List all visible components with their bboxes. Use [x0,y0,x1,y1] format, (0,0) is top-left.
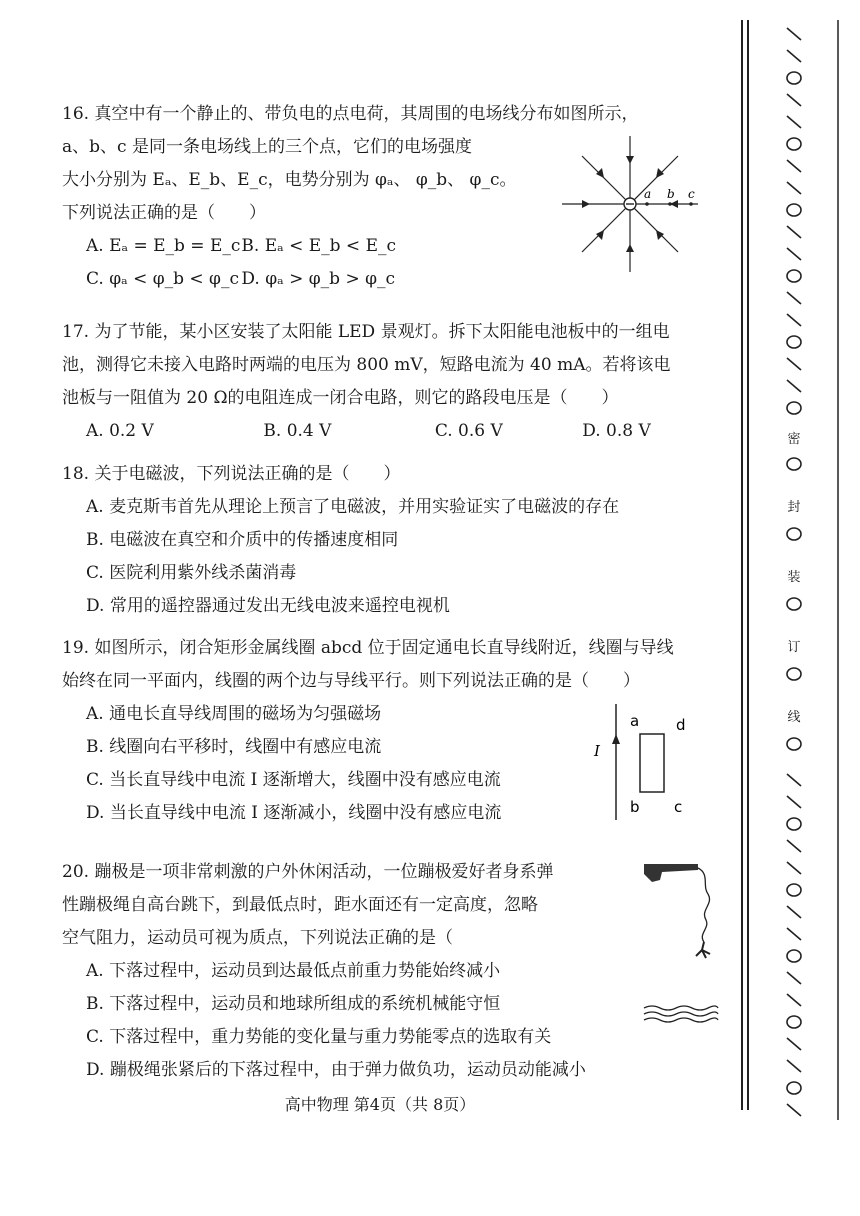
question-20-line-2: 性蹦极绳自高台跳下，到最低点时，距水面还有一定高度，忽略 [62,895,538,915]
question-16-line-4: 下列说法正确的是（ ） [62,203,266,223]
option-19-d[interactable]: D. 当长直导线中电流 I 逐渐减小，线圈中没有感应电流 [86,803,502,823]
binding-slash-icon [787,50,801,62]
option-17-d[interactable]: D. 0.8 V [582,421,651,441]
option-19-b[interactable]: B. 线圈向右平移时，线圈中有感应电流 [86,737,382,757]
binding-slash-icon [787,248,801,260]
label-coil-a: a [630,712,640,730]
option-20-b[interactable]: B. 下落过程中，运动员和地球所组成的系统机械能守恒 [86,994,501,1014]
question-17-options-row [62,415,671,448]
bungee-rope [698,868,710,942]
option-19-c[interactable]: C. 当长直导线中电流 I 逐渐增大，线圈中没有感应电流 [86,770,501,790]
seal-label-xian: 线 [787,710,801,725]
question-17-line-1: 17. 为了节能，某小区安装了太阳能 LED 景观灯。拆下太阳能电池板中的一组电 [62,322,670,342]
binding-circle-icon [787,528,801,540]
current-arrow-icon [612,734,620,744]
binding-slash-icon [787,840,801,852]
option-16-c[interactable]: C. φₐ < φ_b < φ_c [86,269,239,289]
binding-circle-icon [787,598,801,610]
option-16-d[interactable]: D. φₐ > φ_b > φ_c [241,269,396,289]
option-19-a[interactable]: A. 通电长直导线周围的磁场为匀强磁场 [86,704,382,724]
binding-circle-icon [787,738,801,750]
label-coil-b: b [630,798,640,816]
binding-circle-icon [787,884,801,896]
coil-rectangle [640,734,664,792]
label-b: b [667,187,675,201]
seal-label-mi: 密 [787,432,801,447]
page-footer: 高中物理 第4页（共 8页） [284,1095,476,1114]
binding-circle-icon [787,336,801,348]
platform-icon [644,864,698,882]
option-16-b[interactable]: B. Eₐ < E_b < E_c [241,236,396,256]
wire-coil-figure [588,700,708,824]
binding-slash-icon [787,28,801,40]
binding-circle-icon [787,270,801,282]
option-17-b[interactable]: B. 0.4 V [263,421,332,441]
option-18-a[interactable]: A. 麦克斯韦首先从理论上预言了电磁波，并用实验证实了电磁波的存在 [86,497,620,517]
question-16-options-row-1 [62,230,638,263]
seal-label-zhuang: 装 [787,570,801,585]
question-16-line-3: 大小分别为 Eₐ、E_b、E_c，电势分别为 φₐ、 φ_b、 φ_c。 [62,170,517,190]
binding-circle-icon [787,818,801,830]
label-coil-d: d [676,716,686,734]
option-20-d[interactable]: D. 蹦极绳张紧后的下落过程中，由于弹力做负功，运动员动能减小 [86,1060,586,1080]
question-19 [62,632,674,830]
binding-circle-icon [787,402,801,414]
label-a: a [644,187,652,201]
option-18-b[interactable]: B. 电磁波在真空和介质中的传播速度相同 [86,530,399,550]
question-16-options-row-2 [62,263,638,296]
question-16 [62,98,638,296]
binding-slash-icon [787,1060,801,1072]
question-20 [62,856,586,1087]
label-c: c [688,187,695,201]
option-18-d[interactable]: D. 常用的遥控器通过发出无线电波来遥控电视机 [86,596,450,616]
question-20-line-1: 20. 蹦极是一项非常刺激的户外休闲活动，一位蹦极爱好者身系弹 [62,862,554,882]
binding-circle-icon [787,1016,801,1028]
question-17-line-2: 池，测得它未接入电路时两端的电压为 800 mV，短路电流为 40 mA。若将该电 [62,355,671,375]
binding-slash-icon [787,314,801,326]
binding-circle-icon [787,950,801,962]
option-16-a[interactable]: A. Eₐ = E_b = E_c [86,236,241,256]
binding-slash-icon [787,972,801,984]
binding-slash-icon [787,358,801,370]
binding-slash-icon [787,226,801,238]
binding-circle-icon [787,138,801,150]
binding-circle-icon [787,204,801,216]
binding-slash-icon [787,292,801,304]
binding-slash-icon [787,380,801,392]
option-18-c[interactable]: C. 医院利用紫外线杀菌消毒 [86,563,297,583]
binding-slash-icon [787,862,801,874]
binding-slash-icon [787,1104,801,1116]
option-17-c[interactable]: C. 0.6 V [434,421,503,441]
binding-slash-icon [787,182,801,194]
jumper-icon [696,942,710,958]
seal-label-ding: 订 [787,640,801,655]
binding-slash-icon [787,1038,801,1050]
binding-slash-icon [787,796,801,808]
binding-slash-icon [787,94,801,106]
question-17-line-3: 池板与一阻值为 20 Ω的电阻连成一闭合电路，则它的路段电压是（ ） [62,388,619,408]
binding-slash-icon [787,116,801,128]
option-17-a[interactable]: A. 0.2 V [86,421,154,441]
question-20-line-3: 空气阻力，运动员可视为质点，下列说法正确的是（ [62,928,453,948]
binding-circle-icon [787,458,801,470]
question-19-line-1: 19. 如图所示，闭合矩形金属线圈 abcd 位于固定通电长直导线附近，线圈与导线 [62,638,674,658]
binding-circle-icon [787,668,801,680]
option-20-c[interactable]: C. 下落过程中，重力势能的变化量与重力势能零点的选取有关 [86,1027,552,1047]
label-coil-c: c [674,798,683,816]
question-18 [62,458,619,623]
seal-label-feng: 封 [787,500,801,515]
question-16-line-2: a、b、c 是同一条电场线上的三个点，它们的电场强度 [62,137,472,157]
question-19-line-2: 始终在同一平面内，线圈的两个边与导线平行。则下列说法正确的是（ ） [62,671,640,691]
bungee-figure [640,858,720,1058]
label-current: I [594,742,600,760]
binding-slash-icon [787,906,801,918]
question-16-line-1: 16. 真空中有一个静止的、带负电的点电荷，其周围的电场线分布如图所示， [62,104,639,124]
binding-slash-icon [787,774,801,786]
binding-slash-icon [787,994,801,1006]
question-17 [62,316,671,448]
binding-circle-icon [787,72,801,84]
binding-circle-icon [787,1082,801,1094]
field-lines-figure [560,134,700,274]
water-waves-icon [644,1006,718,1022]
question-18-line-1: 18. 关于电磁波，下列说法正确的是（ ） [62,464,401,484]
option-20-a[interactable]: A. 下落过程中，运动员到达最低点前重力势能始终减小 [86,961,501,981]
binding-slash-icon [787,160,801,172]
binding-slash-icon [787,928,801,940]
